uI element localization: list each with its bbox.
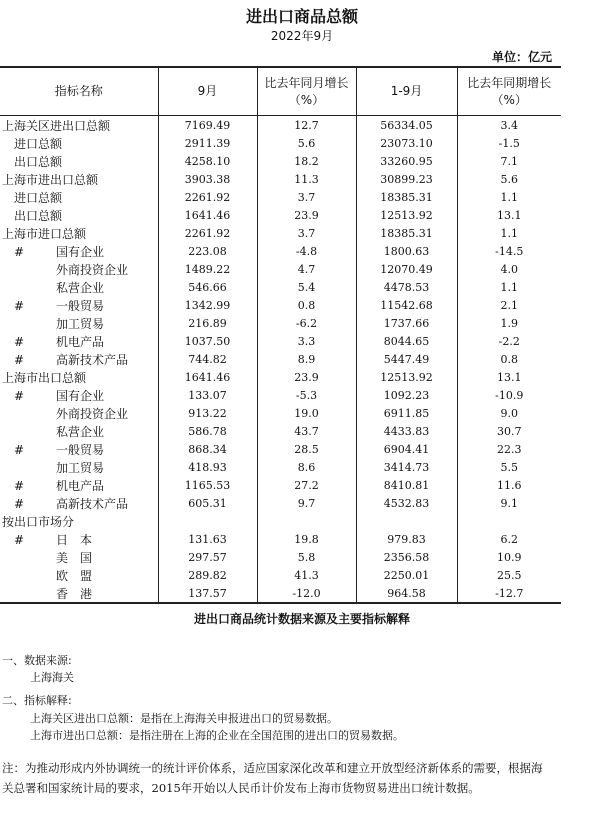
table-row (0, 296, 561, 314)
cell-ytd-growth: 11.6 (497, 478, 522, 492)
cell-month-growth: 5.4 (257, 278, 356, 296)
column-header-ytd-growth: 比去年同期增长（%） (457, 67, 561, 116)
cell-ytd-value: 18385.31 (356, 224, 457, 242)
table-row (0, 368, 561, 386)
cell-ytd-value: 4478.53 (356, 278, 457, 296)
cell-month-growth: 23.9 (257, 368, 356, 386)
cell-ytd-value: 2250.01 (356, 566, 457, 584)
cell-month-growth: 3.7 (257, 188, 356, 206)
row-label: 高新技术产品 (56, 352, 129, 367)
row-prefix: # (14, 478, 25, 493)
row-indicator-name (0, 386, 158, 404)
cell-ytd-growth (457, 512, 561, 530)
cell-month-value: 2261.92 (158, 224, 257, 242)
row-indicator-name (0, 404, 158, 422)
table-row (0, 314, 561, 332)
cell-month-value: 297.57 (158, 548, 257, 566)
cell-month-value: 131.63 (158, 530, 257, 548)
cell-ytd-growth: -10.9 (495, 388, 524, 402)
cell-ytd-value: 30899.23 (356, 170, 457, 188)
cell-ytd-growth: -1.5 (498, 136, 520, 150)
table-row (0, 566, 561, 584)
row-indicator-name (0, 458, 158, 476)
row-label: 外商投资企业 (56, 406, 129, 421)
cell-ytd-value: 5447.49 (356, 350, 457, 368)
cell-month-value: 1342.99 (158, 296, 257, 314)
cell-month-value: 418.93 (158, 458, 257, 476)
row-indicator-name (0, 152, 158, 170)
cell-month-value: 744.82 (158, 350, 257, 368)
row-indicator-name (0, 116, 158, 135)
cell-month-growth: 5.8 (257, 548, 356, 566)
table-row (0, 548, 561, 566)
cell-ytd-value: 1737.66 (356, 314, 457, 332)
row-label: 进口总额 (14, 190, 63, 205)
cell-month-growth: 18.2 (257, 152, 356, 170)
cell-ytd-growth: 22.3 (497, 442, 522, 456)
row-label: 上海市出口总额 (2, 370, 87, 385)
row-indicator-name (0, 188, 158, 206)
cell-month-growth: 9.7 (257, 494, 356, 512)
cell-ytd-growth: 3.4 (500, 118, 518, 132)
cell-month-growth: 19.8 (257, 530, 356, 548)
row-label: 按出口市场分 (2, 514, 75, 529)
table-row (0, 458, 561, 476)
table-row (0, 170, 561, 188)
cell-ytd-growth: 30.7 (497, 424, 522, 438)
row-label: 上海关区进出口总额 (2, 118, 111, 133)
cell-month-growth: 43.7 (257, 422, 356, 440)
cell-ytd-growth: 5.6 (500, 172, 518, 186)
cell-month-value: 7169.49 (158, 116, 257, 135)
row-indicator-name (0, 260, 158, 278)
cell-ytd-value: 1092.23 (356, 386, 457, 404)
cell-ytd-growth: 9.0 (500, 406, 518, 420)
table-row (0, 530, 561, 548)
row-indicator-name (0, 476, 158, 494)
cell-ytd-growth: 9.1 (500, 496, 518, 510)
cell-month-value: 2911.39 (158, 134, 257, 152)
column-header-name: 指标名称 (0, 67, 158, 116)
row-indicator-name (0, 548, 158, 566)
row-label: 出口总额 (14, 154, 63, 169)
cell-ytd-growth: 7.1 (500, 154, 518, 168)
table-row (0, 332, 561, 350)
notes-definition-customs: 上海关区进出口总额：是指在上海海关申报进出口的贸易数据。 (30, 712, 338, 725)
table-row (0, 188, 561, 206)
cell-ytd-growth: 1.1 (500, 190, 518, 204)
cell-month-growth: 11.3 (257, 170, 356, 188)
cell-ytd-growth: 25.5 (497, 568, 522, 582)
cell-month-value: 605.31 (158, 494, 257, 512)
cell-month-growth: -6.2 (257, 314, 356, 332)
row-label: 美 国 (56, 550, 93, 565)
cell-month-value: 1641.46 (158, 368, 257, 386)
cell-month-growth: 19.0 (257, 404, 356, 422)
table-row (0, 512, 561, 530)
cell-ytd-value: 1800.63 (356, 242, 457, 260)
cell-month-value: 133.07 (158, 386, 257, 404)
cell-month-growth: 23.9 (257, 206, 356, 224)
cell-month-growth: 3.7 (257, 224, 356, 242)
table-row (0, 494, 561, 512)
cell-ytd-value: 18385.31 (356, 188, 457, 206)
cell-ytd-value: 4433.83 (356, 422, 457, 440)
row-indicator-name (0, 368, 158, 386)
row-prefix: # (14, 334, 25, 349)
cell-ytd-value: 4532.83 (356, 494, 457, 512)
trade-table (0, 66, 561, 604)
row-label: 出口总额 (14, 208, 63, 223)
cell-month-value: 913.22 (158, 404, 257, 422)
cell-month-value: 1037.50 (158, 332, 257, 350)
cell-ytd-value: 964.58 (356, 584, 457, 603)
row-label: 私营企业 (56, 280, 105, 295)
cell-ytd-growth: 4.0 (500, 262, 518, 276)
footnote: 注：为推动形成内外协调统一的统计评价体系，适应国家深化改革和建立开放型经济新体系的需要，根据海关总署和国家统计局的要求，2015年开始以人民币计价发布上海市货物贸易进出口统计数据。 (2, 761, 543, 795)
table-row (0, 224, 561, 242)
table-row (0, 260, 561, 278)
cell-month-value: 223.08 (158, 242, 257, 260)
cell-month-growth: 8.6 (257, 458, 356, 476)
cell-month-value: 586.78 (158, 422, 257, 440)
table-row (0, 242, 561, 260)
cell-month-growth: 12.7 (257, 116, 356, 135)
row-label: 日 本 (56, 532, 93, 547)
cell-month-value: 1165.53 (158, 476, 257, 494)
cell-ytd-growth: -12.7 (457, 584, 561, 603)
row-label: 国有企业 (56, 388, 105, 403)
cell-ytd-growth: 10.9 (497, 550, 522, 564)
cell-month-growth: -5.3 (257, 386, 356, 404)
cell-ytd-growth: 13.1 (497, 208, 522, 222)
row-indicator-name (0, 242, 158, 260)
cell-ytd-growth: 1.9 (500, 316, 518, 330)
notes-definition-city: 上海市进出口总额：是指注册在上海的企业在全国范围的进出口的贸易数据。 (30, 729, 404, 742)
table-row (0, 422, 561, 440)
row-indicator-name (0, 512, 158, 530)
cell-ytd-value (356, 512, 457, 530)
row-label: 香 港 (56, 586, 93, 601)
cell-ytd-growth: -14.5 (495, 244, 524, 258)
cell-ytd-value: 33260.95 (356, 152, 457, 170)
cell-month-growth: 28.5 (257, 440, 356, 458)
row-indicator-name (0, 350, 158, 368)
row-indicator-name (0, 170, 158, 188)
table-row (0, 404, 561, 422)
row-indicator-name (0, 440, 158, 458)
cell-month-growth (257, 512, 356, 530)
cell-month-value: 868.34 (158, 440, 257, 458)
cell-ytd-growth: 2.1 (500, 298, 518, 312)
notes-title: 进出口商品统计数据来源及主要指标解释 (193, 612, 410, 626)
row-indicator-name (0, 494, 158, 512)
cell-ytd-value: 56334.05 (356, 116, 457, 135)
table-row (0, 134, 561, 152)
cell-ytd-value: 23073.10 (356, 134, 457, 152)
table-row (0, 278, 561, 296)
cell-ytd-value: 6911.85 (356, 404, 457, 422)
cell-ytd-value: 979.83 (356, 530, 457, 548)
cell-ytd-value: 12513.92 (356, 206, 457, 224)
cell-ytd-value: 2356.58 (356, 548, 457, 566)
table-row (0, 350, 561, 368)
cell-ytd-value: 6904.41 (356, 440, 457, 458)
row-label: 一般贸易 (56, 442, 105, 457)
row-prefix: # (14, 352, 25, 367)
row-prefix: # (14, 298, 25, 313)
row-label: 高新技术产品 (56, 496, 129, 511)
row-label: 进口总额 (14, 136, 63, 151)
cell-month-growth: 4.7 (257, 260, 356, 278)
row-prefix: # (14, 532, 25, 547)
row-indicator-name (0, 224, 158, 242)
row-indicator-name (0, 332, 158, 350)
row-indicator-name (0, 566, 158, 584)
cell-month-value: 3903.38 (158, 170, 257, 188)
cell-ytd-growth: 5.5 (500, 460, 518, 474)
row-indicator-name (0, 584, 158, 603)
row-label: 一般贸易 (56, 298, 105, 313)
cell-ytd-growth: 1.1 (500, 280, 518, 294)
cell-month-growth: 8.9 (257, 350, 356, 368)
cell-month-value: 546.66 (158, 278, 257, 296)
cell-month-value: 4258.10 (158, 152, 257, 170)
column-header-ytd: 1-9月 (356, 67, 457, 116)
notes-source-heading: 一、数据来源: (2, 654, 72, 667)
cell-month-growth: 3.3 (257, 332, 356, 350)
row-prefix: # (14, 244, 25, 259)
cell-month-value: 137.57 (158, 584, 257, 603)
table-row (0, 206, 561, 224)
cell-month-value: 2261.92 (158, 188, 257, 206)
cell-month-value: 1641.46 (158, 206, 257, 224)
unit-label: 单位：亿元 (491, 50, 552, 64)
notes-definitions-heading: 二、指标解释: (2, 694, 72, 707)
row-label: 加工贸易 (56, 316, 105, 331)
row-indicator-name (0, 206, 158, 224)
table-body (0, 116, 561, 604)
row-label: 上海市进口总额 (2, 226, 87, 241)
row-label: 机电产品 (56, 334, 105, 349)
row-indicator-name (0, 278, 158, 296)
cell-month-value: 289.82 (158, 566, 257, 584)
column-header-month: 9月 (158, 67, 257, 116)
cell-ytd-value: 8044.65 (356, 332, 457, 350)
row-indicator-name (0, 296, 158, 314)
cell-month-value: 1489.22 (158, 260, 257, 278)
cell-month-growth: 0.8 (257, 296, 356, 314)
cell-ytd-value: 12070.49 (356, 260, 457, 278)
report-title: 进出口商品总额 (245, 7, 358, 26)
row-label: 国有企业 (56, 244, 105, 259)
row-prefix: # (14, 388, 25, 403)
cell-ytd-growth: 6.2 (500, 532, 518, 546)
cell-month-growth: 5.6 (257, 134, 356, 152)
cell-month-value (158, 512, 257, 530)
row-prefix: # (14, 496, 25, 511)
table-row (0, 440, 561, 458)
cell-ytd-value: 12513.92 (356, 368, 457, 386)
row-prefix: # (14, 442, 25, 457)
cell-month-growth: -12.0 (257, 584, 356, 603)
cell-ytd-value: 11542.68 (356, 296, 457, 314)
cell-ytd-growth: -2.2 (498, 334, 520, 348)
table-header-row (0, 67, 561, 116)
row-label: 机电产品 (56, 478, 105, 493)
row-label: 私营企业 (56, 424, 105, 439)
cell-month-growth: 41.3 (257, 566, 356, 584)
row-label: 加工贸易 (56, 460, 105, 475)
cell-ytd-growth: 0.8 (500, 352, 518, 366)
table-row (0, 476, 561, 494)
report-period: 2022年9月 (270, 29, 334, 43)
notes-source-body: 上海海关 (30, 671, 74, 684)
row-indicator-name (0, 422, 158, 440)
cell-ytd-growth: 13.1 (497, 370, 522, 384)
row-label: 欧 盟 (56, 568, 93, 583)
cell-month-growth: -4.8 (257, 242, 356, 260)
table-row (0, 116, 561, 135)
cell-ytd-growth: 1.1 (500, 226, 518, 240)
cell-ytd-value: 8410.81 (356, 476, 457, 494)
table-row (0, 152, 561, 170)
row-label: 外商投资企业 (56, 262, 129, 277)
row-indicator-name (0, 134, 158, 152)
row-indicator-name (0, 314, 158, 332)
row-indicator-name (0, 530, 158, 548)
cell-ytd-value: 3414.73 (356, 458, 457, 476)
cell-month-value: 216.89 (158, 314, 257, 332)
table-row (0, 386, 561, 404)
table-row (0, 584, 561, 603)
cell-month-growth: 27.2 (257, 476, 356, 494)
column-header-month-growth: 比去年同月增长（%） (257, 67, 356, 116)
row-label: 上海市进出口总额 (2, 172, 99, 187)
